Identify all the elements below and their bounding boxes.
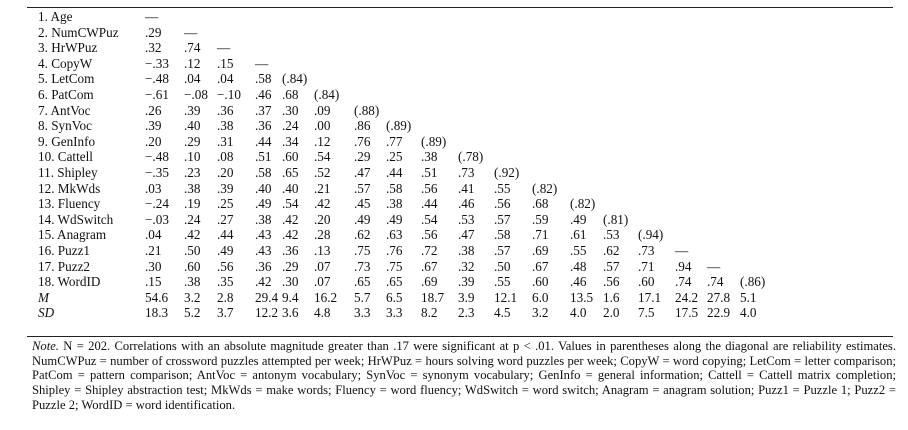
stats-cell: 2.3 <box>458 305 475 321</box>
table-cell: .35 <box>217 274 234 290</box>
table-cell: .38 <box>386 196 403 212</box>
stats-cell: 4.0 <box>570 305 587 321</box>
stats-cell: 4.0 <box>740 305 757 321</box>
table-cell: .21 <box>145 243 162 258</box>
table-cell: .27 <box>217 211 234 227</box>
table-cell: .20 <box>314 211 331 227</box>
table-row <box>0 227 908 243</box>
table-cell: .21 <box>314 180 331 196</box>
table-cell: .72 <box>421 243 438 258</box>
stats-cell: 2.8 <box>217 289 234 305</box>
table-cell: (.89) <box>386 118 412 134</box>
table-cell: (.81) <box>603 211 629 227</box>
table-cell: .74 <box>707 274 724 290</box>
table-cell: .56 <box>421 180 438 196</box>
table-cell: .75 <box>386 258 403 274</box>
table-cell: — <box>707 258 721 274</box>
table-row <box>0 259 908 275</box>
table-cell: .56 <box>494 196 511 212</box>
table-cell: (.92) <box>494 165 520 180</box>
table-cell: .30 <box>282 102 299 118</box>
table-cell: .60 <box>638 274 655 290</box>
table-cell: .67 <box>532 258 549 274</box>
row-label: 7. AntVoc <box>38 102 91 118</box>
stats-cell: 18.7 <box>421 289 445 305</box>
table-cell: .43 <box>255 227 272 243</box>
table-cell: .67 <box>421 258 438 274</box>
table-cell: .74 <box>184 40 201 56</box>
table-top-rule <box>27 7 893 8</box>
row-label: 4. CopyW <box>38 55 93 71</box>
table-cell: .42 <box>282 211 299 227</box>
table-cell: .53 <box>458 211 475 227</box>
table-note <box>32 339 896 413</box>
table-cell: (.88) <box>354 102 380 118</box>
table-cell: .44 <box>255 133 272 149</box>
table-cell: .25 <box>386 149 403 165</box>
table-bottom-rule <box>27 336 893 337</box>
stats-cell: 16.2 <box>314 289 338 305</box>
table-cell: .56 <box>421 227 438 243</box>
table-cell: .58 <box>494 227 511 243</box>
table-cell: (.82) <box>570 196 596 212</box>
table-cell: .07 <box>314 258 331 274</box>
stats-cell: 4.8 <box>314 305 331 321</box>
table-cell: .49 <box>570 211 587 227</box>
table-cell: .44 <box>421 196 438 212</box>
table-cell: .73 <box>354 258 371 274</box>
table-cell: (.94) <box>638 227 664 243</box>
table-cell: .71 <box>532 227 549 243</box>
stats-cell: 18.3 <box>145 305 169 321</box>
table-cell: .65 <box>354 274 371 290</box>
row-label: 18. WordID <box>38 274 101 290</box>
table-cell: (.89) <box>421 133 447 149</box>
table-cell: .42 <box>314 196 331 212</box>
table-cell: .57 <box>494 243 511 258</box>
table-cell: .49 <box>255 196 272 212</box>
table-cell: — <box>217 40 231 56</box>
table-cell: .39 <box>184 102 201 118</box>
table-cell: .38 <box>458 243 475 258</box>
table-cell: .68 <box>532 196 549 212</box>
table-cell: — <box>675 243 689 258</box>
table-cell: .60 <box>184 258 201 274</box>
stats-label: M <box>38 289 49 305</box>
table-cell: .65 <box>386 274 403 290</box>
stats-cell: 3.2 <box>532 305 549 321</box>
stats-cell: 3.3 <box>354 305 371 321</box>
table-cell: .36 <box>255 258 272 274</box>
table-cell: .32 <box>145 40 162 56</box>
table-row <box>0 243 908 259</box>
table-cell: .60 <box>532 274 549 290</box>
table-row <box>0 71 908 87</box>
table-cell: .42 <box>282 227 299 243</box>
table-row <box>0 9 908 25</box>
row-label: 13. Fluency <box>38 196 101 212</box>
stats-cell: 3.9 <box>458 289 475 305</box>
table-cell: .55 <box>494 274 511 290</box>
table-row <box>0 87 908 103</box>
table-cell: .47 <box>458 227 475 243</box>
table-cell: .04 <box>217 71 234 87</box>
table-cell: .76 <box>386 243 403 258</box>
row-label: 14. WdSwitch <box>38 211 114 227</box>
stats-cell: 22.9 <box>707 305 731 321</box>
table-cell: .42 <box>184 227 201 243</box>
table-cell: .58 <box>255 165 272 180</box>
table-cell: .34 <box>282 133 299 149</box>
stats-cell: 17.1 <box>638 289 662 305</box>
stats-cell: 3.3 <box>386 305 403 321</box>
table-row <box>0 40 908 56</box>
row-label: 8. SynVoc <box>38 118 92 134</box>
table-cell: .76 <box>354 133 371 149</box>
stats-cell: 3.2 <box>184 289 201 305</box>
table-cell: .46 <box>255 87 272 102</box>
stats-cell: 12.2 <box>255 305 279 321</box>
table-cell: .86 <box>354 118 371 134</box>
table-cell: .29 <box>145 24 162 40</box>
table-row <box>0 134 908 150</box>
table-cell: −.33 <box>145 55 169 71</box>
table-cell: (.84) <box>282 71 308 87</box>
table-cell: .77 <box>386 133 403 149</box>
table-cell: .29 <box>184 133 201 149</box>
table-cell: .30 <box>145 258 162 274</box>
table-row <box>0 103 908 119</box>
row-label: 11. Shipley <box>38 165 98 180</box>
table-cell: .48 <box>570 258 587 274</box>
table-cell: .36 <box>255 118 272 134</box>
table-cell: .71 <box>638 258 655 274</box>
table-cell: .46 <box>570 274 587 290</box>
table-cell: .12 <box>314 133 331 149</box>
table-cell: .41 <box>458 180 475 196</box>
table-cell: −.48 <box>145 149 169 165</box>
stats-cell: 5.2 <box>184 305 201 321</box>
table-cell: .40 <box>184 118 201 134</box>
table-cell: .65 <box>282 165 299 180</box>
table-cell: .49 <box>354 211 371 227</box>
stats-cell: 5.7 <box>354 289 371 305</box>
table-cell: .55 <box>494 180 511 196</box>
stats-cell: 3.6 <box>282 305 299 321</box>
table-cell: .28 <box>314 227 331 243</box>
stats-cell: 12.1 <box>494 289 518 305</box>
stats-cell: 13.5 <box>570 289 594 305</box>
row-label: 9. GenInfo <box>38 133 96 149</box>
stats-cell: 29.4 <box>255 289 279 305</box>
stats-cell: 6.5 <box>386 289 403 305</box>
stats-row <box>0 305 908 321</box>
stats-cell: 1.6 <box>603 289 620 305</box>
table-row <box>0 212 908 228</box>
table-cell: .54 <box>421 211 438 227</box>
table-cell: .62 <box>354 227 371 243</box>
table-cell: −.03 <box>145 211 169 227</box>
row-label: 6. PatCom <box>38 87 94 102</box>
stats-cell: 9.4 <box>282 289 299 305</box>
table-cell: .74 <box>675 274 692 290</box>
table-cell: .29 <box>282 258 299 274</box>
table-row <box>0 56 908 72</box>
row-label: 12. MkWds <box>38 180 101 196</box>
table-cell: .24 <box>184 211 201 227</box>
stats-cell: 8.2 <box>421 305 438 321</box>
table-cell: .69 <box>532 243 549 258</box>
table-cell: .47 <box>354 165 371 180</box>
table-cell: .57 <box>494 211 511 227</box>
table-cell: .56 <box>603 274 620 290</box>
table-cell: .45 <box>354 196 371 212</box>
table-cell: .38 <box>421 149 438 165</box>
table-cell: .61 <box>570 227 587 243</box>
table-cell: .30 <box>282 274 299 290</box>
table-cell: .52 <box>314 165 331 180</box>
table-cell: .49 <box>217 243 234 258</box>
table-row <box>0 274 908 290</box>
table-cell: .73 <box>638 243 655 258</box>
table-row <box>0 25 908 41</box>
table-cell: −.10 <box>217 87 241 102</box>
table-cell: .53 <box>603 227 620 243</box>
note-text: N = 202. Correlations with an absolute magnitude greater than .17 were significant at p < .01. Values in parentheses along the diagonal are reliability estimates. NumCWPuz = number of crossword puzzles attempted per week; HrWPuz = hours solving word puzzles per week; CopyW = word copying; LetCom = letter comparison; PatCom = pattern comparison; AntVoc = antonym vocabulary; SynVoc = synonym vocabulary; GenInfo = general information; Cattell = Cattell matrix completion; Shipley = Shipley abstraction test; MkWds = make words; Fluency = word fluency; WdSwitch = word switch; Anagram = anagram solution; Puzz1 = Puzzle 1; Puzz2 = Puzzle 2; WordID = word identification. <box>32 339 896 412</box>
table-cell: .37 <box>255 102 272 118</box>
stats-cell: 5.1 <box>740 289 757 305</box>
table-cell: (.86) <box>740 274 766 290</box>
table-cell: .32 <box>458 258 475 274</box>
table-row <box>0 149 908 165</box>
table-cell: .73 <box>458 165 475 180</box>
table-cell: .54 <box>282 196 299 212</box>
stats-cell: 2.0 <box>603 305 620 321</box>
table-cell: .24 <box>282 118 299 134</box>
table-cell: .54 <box>314 149 331 165</box>
table-cell: −.48 <box>145 71 169 87</box>
table-cell: .39 <box>458 274 475 290</box>
table-cell: .00 <box>314 118 331 134</box>
table-row <box>0 165 908 181</box>
table-cell: .38 <box>184 274 201 290</box>
table-cell: .46 <box>458 196 475 212</box>
table-cell: .19 <box>184 196 201 212</box>
table-cell: .26 <box>145 102 162 118</box>
table-cell: (.78) <box>458 149 484 165</box>
table-cell: .40 <box>255 180 272 196</box>
table-cell: .38 <box>217 118 234 134</box>
table-cell: .15 <box>217 55 234 71</box>
row-label: 1. Age <box>38 9 73 24</box>
table-cell: .50 <box>494 258 511 274</box>
table-cell: .08 <box>217 149 234 165</box>
table-cell: .59 <box>532 211 549 227</box>
table-cell: .51 <box>255 149 272 165</box>
table-cell: .94 <box>675 258 692 274</box>
stats-cell: 7.5 <box>638 305 655 321</box>
table-cell: .50 <box>184 243 201 258</box>
table-cell: .49 <box>386 211 403 227</box>
row-label: 16. Puzz1 <box>38 243 91 258</box>
table-cell: −.61 <box>145 87 169 102</box>
table-row <box>0 181 908 197</box>
table-cell: .36 <box>217 102 234 118</box>
table-cell: .60 <box>282 149 299 165</box>
table-cell: .20 <box>145 133 162 149</box>
table-cell: .63 <box>386 227 403 243</box>
table-cell: .03 <box>145 180 162 196</box>
stats-cell: 17.5 <box>675 305 699 321</box>
table-cell: −.08 <box>184 87 208 102</box>
table-cell: .44 <box>217 227 234 243</box>
table-cell: .75 <box>354 243 371 258</box>
table-cell: .04 <box>184 71 201 87</box>
table-cell: .39 <box>217 180 234 196</box>
table-cell: .62 <box>603 243 620 258</box>
table-cell: — <box>145 9 159 24</box>
table-cell: .36 <box>282 243 299 258</box>
table-cell: .69 <box>421 274 438 290</box>
table-cell: .10 <box>184 149 201 165</box>
table-cell: .40 <box>282 180 299 196</box>
table-cell: −.24 <box>145 196 169 212</box>
table-cell: .20 <box>217 165 234 180</box>
table-cell: .29 <box>354 149 371 165</box>
table-row <box>0 196 908 212</box>
stats-cell: 6.0 <box>532 289 549 305</box>
row-label: 17. Puzz2 <box>38 258 91 274</box>
row-label: 15. Anagram <box>38 227 107 243</box>
stats-cell: 54.6 <box>145 289 169 305</box>
table-cell: .04 <box>145 227 162 243</box>
table-cell: (.84) <box>314 87 340 102</box>
row-label: 3. HrWPuz <box>38 40 98 56</box>
table-cell: .09 <box>314 102 331 118</box>
table-cell: (.82) <box>532 180 558 196</box>
table-cell: .57 <box>603 258 620 274</box>
table-cell: .31 <box>217 133 234 149</box>
row-label: 5. LetCom <box>38 71 95 87</box>
stats-cell: 4.5 <box>494 305 511 321</box>
table-cell: .56 <box>217 258 234 274</box>
table-cell: .38 <box>255 211 272 227</box>
table-cell: .42 <box>255 274 272 290</box>
table-cell: .38 <box>184 180 201 196</box>
table-cell: .39 <box>145 118 162 134</box>
note-label: Note. <box>32 339 59 353</box>
table-cell: .51 <box>421 165 438 180</box>
table-cell: .12 <box>184 55 201 71</box>
table-cell: .13 <box>314 243 331 258</box>
table-cell: .07 <box>314 274 331 290</box>
table-cell: .68 <box>282 87 299 102</box>
table-cell: .44 <box>386 165 403 180</box>
table-cell: .23 <box>184 165 201 180</box>
table-cell: — <box>184 24 198 40</box>
stats-cell: 24.2 <box>675 289 699 305</box>
row-label: 2. NumCWPuz <box>38 24 119 40</box>
table-cell: .25 <box>217 196 234 212</box>
table-cell: — <box>255 55 269 71</box>
table-cell: −.35 <box>145 165 169 180</box>
row-label: 10. Cattell <box>38 149 93 165</box>
stats-label: SD <box>38 305 55 321</box>
table-cell: .58 <box>255 71 272 87</box>
stats-cell: 3.7 <box>217 305 234 321</box>
stats-cell: 27.8 <box>707 289 731 305</box>
table-cell: .43 <box>255 243 272 258</box>
table-cell: .57 <box>354 180 371 196</box>
table-row <box>0 118 908 134</box>
table-cell: .58 <box>386 180 403 196</box>
table-cell: .55 <box>570 243 587 258</box>
stats-row <box>0 290 908 306</box>
table-cell: .15 <box>145 274 162 290</box>
